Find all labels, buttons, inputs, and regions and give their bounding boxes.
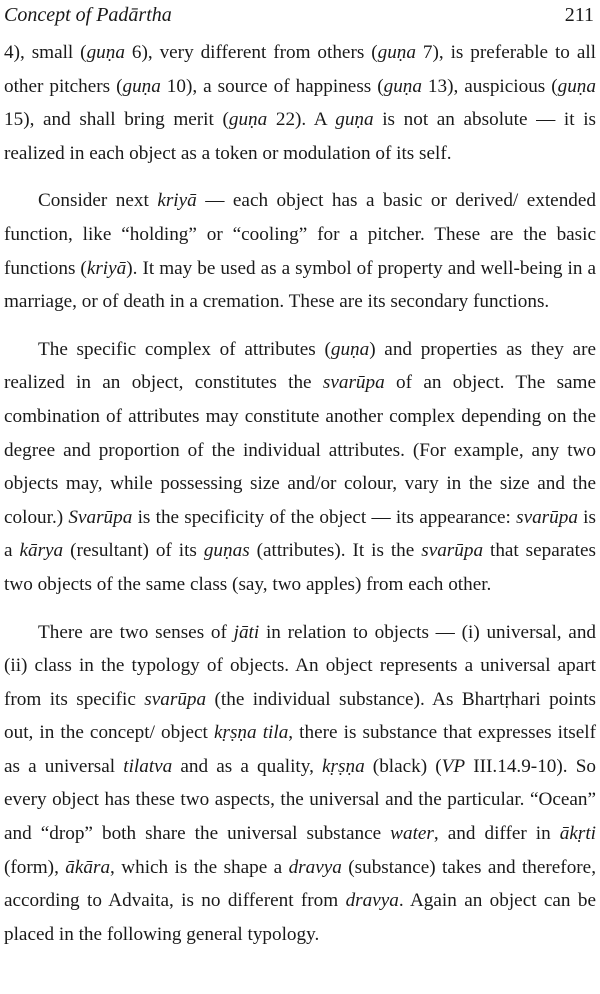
page-number: 211 bbox=[564, 3, 594, 26]
page-body bbox=[4, 36, 596, 951]
paragraph-4: There are two senses of jāti in relation to objects — (i) universal, and (ii) class in the typology of objects. An object represents a universal apart from its specific svarūpa (the individual substance). As Bhartṛhari points out, in the concept/ object kṛṣṇa tila, there is substance that expresses itself as a universal tilatva and as a quality, kṛṣṇa (black) (VP III.14.9-10). So every object has these two aspects, the universal and the particular. “Ocean” and “drop” both share the universal substance water, and differ in ākṛti (form), ākāra, which is the shape a dravya (substance) takes and therefore, according to Advaita, is no different from dravya. Again an object can be placed in the following general typology. bbox=[4, 621, 597, 945]
paragraph-3: The specific complex of attributes (guṇa) and properties as they are realized in an object, constitutes the svarūpa of an object. The same combination of attributes may constitute another complex depending on the degree and proportion of the individual attributes. (For example, any two objects may, while possessing size and/or colour, vary in the size and the colour.) Svarūpa is the specificity of the object — its appearance: svarūpa is a kārya (resultant) of its guṇas (attributes). It is the svarūpa that separates two objects of the same class (say, two apples) from each other. bbox=[4, 338, 596, 595]
page-header bbox=[4, 0, 594, 30]
paragraph-1: 4), small (guṇa 6), very different from others (guṇa 7), is preferable to all other pitchers (guṇa 10), a source of happiness (guṇa 13), auspicious (guṇa 15), and shall bring merit (guṇa 22). A guṇa is not an absolute — it is realized in each object as a token or modulation of its self. bbox=[4, 42, 596, 164]
paragraph-2: Consider next kriyā — each object has a basic or derived/ extended function, like “holding” or “cooling” for a pitcher. These are the basic functions (kriyā). It may be used as a symbol of property and well-being in a marriage, or of death in a cremation. These are its secondary functions. bbox=[4, 190, 596, 313]
running-head: Concept of Padārtha bbox=[4, 3, 172, 26]
